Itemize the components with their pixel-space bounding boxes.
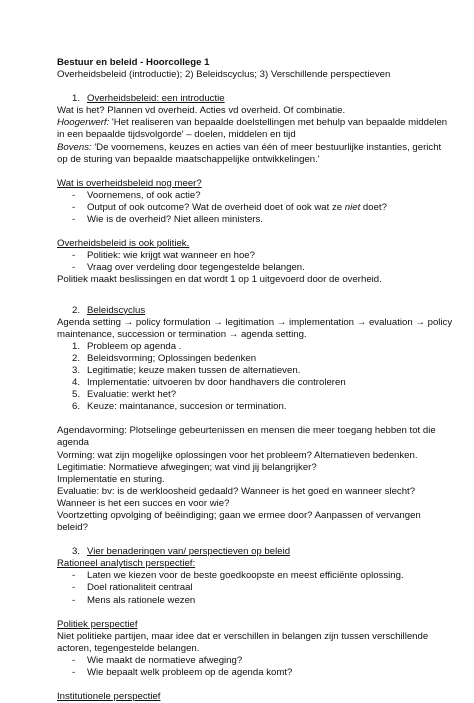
- document-content: [57, 57, 454, 703]
- section-2-heading: [57, 305, 454, 317]
- section-number: 3.: [72, 546, 81, 558]
- list-item-text: Laten we kiezen voor de beste goedkoopste en meest efficiënte oplossing.: [87, 570, 404, 582]
- section-number: 1.: [72, 93, 81, 105]
- hoogerwerf-text: 'Het realiseren van bepaalde doelstellingen met behulp van bepaalde middelen in een bepaalde tijdsvolgorde' – doelen, middelen en tijd: [57, 117, 448, 141]
- list-item: - Output of ook outcome? Wat de overheid doet of ook wat ze niet doet?: [72, 201, 387, 213]
- politics-line: Politiek maakt beslissingen en dat wordt 1 op 1 uitgevoerd door de overheid.: [57, 274, 382, 286]
- s1-line: Wat is het? Plannen vd overheid. Acties vd overheid. Of combinatie.: [57, 105, 346, 117]
- hoogerwerf-definition: [57, 117, 454, 141]
- section-heading-text: Vier benaderingen van/ perspectieven op beleid: [87, 546, 291, 558]
- step-text: Beleidsvorming; Oplossingen bedenken: [87, 352, 257, 364]
- hoogerwerf-label: Hoogerwerf:: [57, 117, 110, 129]
- subheading-political: Politiek perspectief: [57, 618, 138, 630]
- section-number: 2.: [72, 304, 81, 316]
- section-3-heading: [57, 546, 454, 558]
- step-text: Legitimatie; keuze maken tussen de alternatieven.: [87, 364, 301, 376]
- step-text: Evaluatie: werkt het?: [87, 389, 177, 401]
- list-item-text: Wie maakt de normatieve afweging?: [87, 654, 243, 666]
- bovens-label: Bovens:: [57, 141, 92, 153]
- list-item-text: Vraag over verdeling door tegengestelde belangen.: [87, 262, 305, 274]
- step-text: Probleem op agenda .: [87, 340, 182, 352]
- list-item: - Wie maakt de normatieve afweging?: [72, 654, 243, 666]
- section-1-heading: [57, 93, 454, 105]
- numbered-step: 4. Implementatie: uitvoeren bv door handhavers die controleren: [72, 377, 346, 389]
- section-heading-text: Overheidsbeleid: een introductie: [87, 93, 225, 105]
- step-text: Implementatie: uitvoeren bv door handhavers die controleren: [87, 377, 346, 389]
- list-item-text: Output of ook outcome? Wat de overheid doet of ook wat ze: [87, 201, 345, 213]
- list-item-text: Voornemens, of ook actie?: [87, 189, 201, 201]
- bovens-definition: [57, 142, 454, 166]
- numbered-step: 1. Probleem op agenda .: [72, 340, 182, 352]
- list-item: - Vraag over verdeling door tegengestelde belangen.: [72, 262, 305, 274]
- list-item: - Mens als rationele wezen: [72, 594, 196, 606]
- list-item-text: Mens als rationele wezen: [87, 594, 196, 606]
- list-item: - Wie is de overheid? Niet alleen ministers.: [72, 214, 263, 226]
- cycle-note: Legitimatie: Normatieve afwegingen; wat vind jij belangrijker?: [57, 461, 317, 473]
- list-item: - Laten we kiezen voor de beste goedkoopste en meest efficiënte oplossing.: [72, 570, 404, 582]
- subheading-institutional: Institutionele perspectief: [57, 691, 161, 703]
- numbered-step: 6. Keuze: maintanance, succesion or termination.: [72, 401, 287, 413]
- italic-word: niet: [344, 201, 361, 213]
- list-item-text: Doel rationaliteit centraal: [87, 582, 193, 594]
- list-item-tail: doet?: [360, 201, 387, 213]
- cycle-note: Implementatie en sturing.: [57, 473, 165, 485]
- cycle-note: Agendavorming: Plotselinge gebeurtenissen en mensen die meer toegang hebben tot die agenda: [57, 425, 436, 449]
- section-heading-text: Beleidscyclus: [87, 304, 146, 316]
- political-text: Niet politieke partijen, maar idee dat er verschillen in belangen zijn tussen verschillende actoren, tegengestelde belangen.: [57, 630, 429, 654]
- numbered-step: 3. Legitimatie; keuze maken tussen de alternatieven.: [72, 364, 301, 376]
- cycle-note: Evaluatie: bv: is de werkloosheid gedaald? Wanneer is het goed en wanneer slecht? Wanneer is het een succes en voor wie?: [57, 485, 416, 509]
- list-item-text: Politiek: wie krijgt wat wanneer en hoe?: [87, 250, 255, 262]
- cycle-note: Voortzetting opvolging of beëindiging; gaan we ermee door? Aanpassen of vervangen beleid?: [57, 510, 421, 534]
- list-item: - Politiek: wie krijgt wat wanneer en hoe?: [72, 250, 255, 262]
- document-title: Bestuur en beleid - Hoorcollege 1: [57, 57, 210, 68]
- list-item: - Doel rationaliteit centraal: [72, 582, 193, 594]
- list-item-text: Wie is de overheid? Niet alleen ministers.: [87, 214, 263, 226]
- numbered-step: 5. Evaluatie: werkt het?: [72, 389, 177, 401]
- document-subtitle: Overheidsbeleid (introductie); 2) Beleidscyclus; 3) Verschillende perspectieven: [57, 69, 391, 81]
- list-item: - Wie bepaalt welk probleem op de agenda komt?: [72, 667, 293, 679]
- step-text: Keuze: maintanance, succesion or termination.: [87, 401, 287, 413]
- numbered-step: 2. Beleidsvorming; Oplossingen bedenken: [72, 352, 257, 364]
- subheading-politics: Overheidsbeleid is ook politiek.: [57, 238, 190, 250]
- list-item-text: Wie bepaalt welk probleem op de agenda komt?: [87, 667, 293, 679]
- subheading-more: Wat is overheidsbeleid nog meer?: [57, 177, 202, 189]
- policy-cycle-line: Agenda setting → policy formulation → legitimation → implementation → evaluation → policy maintenance, succession or termination → agenda setting.: [57, 316, 453, 340]
- bovens-text: 'De voornemens, keuzes en acties van één of meer bestuurlijke instanties, gericht op de sturing van bepaalde maatschappelijke ontwikkelingen.': [57, 141, 442, 165]
- subheading-rational: Rationeel analytisch perspectief:: [57, 558, 196, 570]
- list-item: - Voornemens, of ook actie?: [72, 189, 201, 201]
- cycle-note: Vorming: wat zijn mogelijke oplossingen voor het probleem? Alternatieven bedenken.: [57, 449, 418, 461]
